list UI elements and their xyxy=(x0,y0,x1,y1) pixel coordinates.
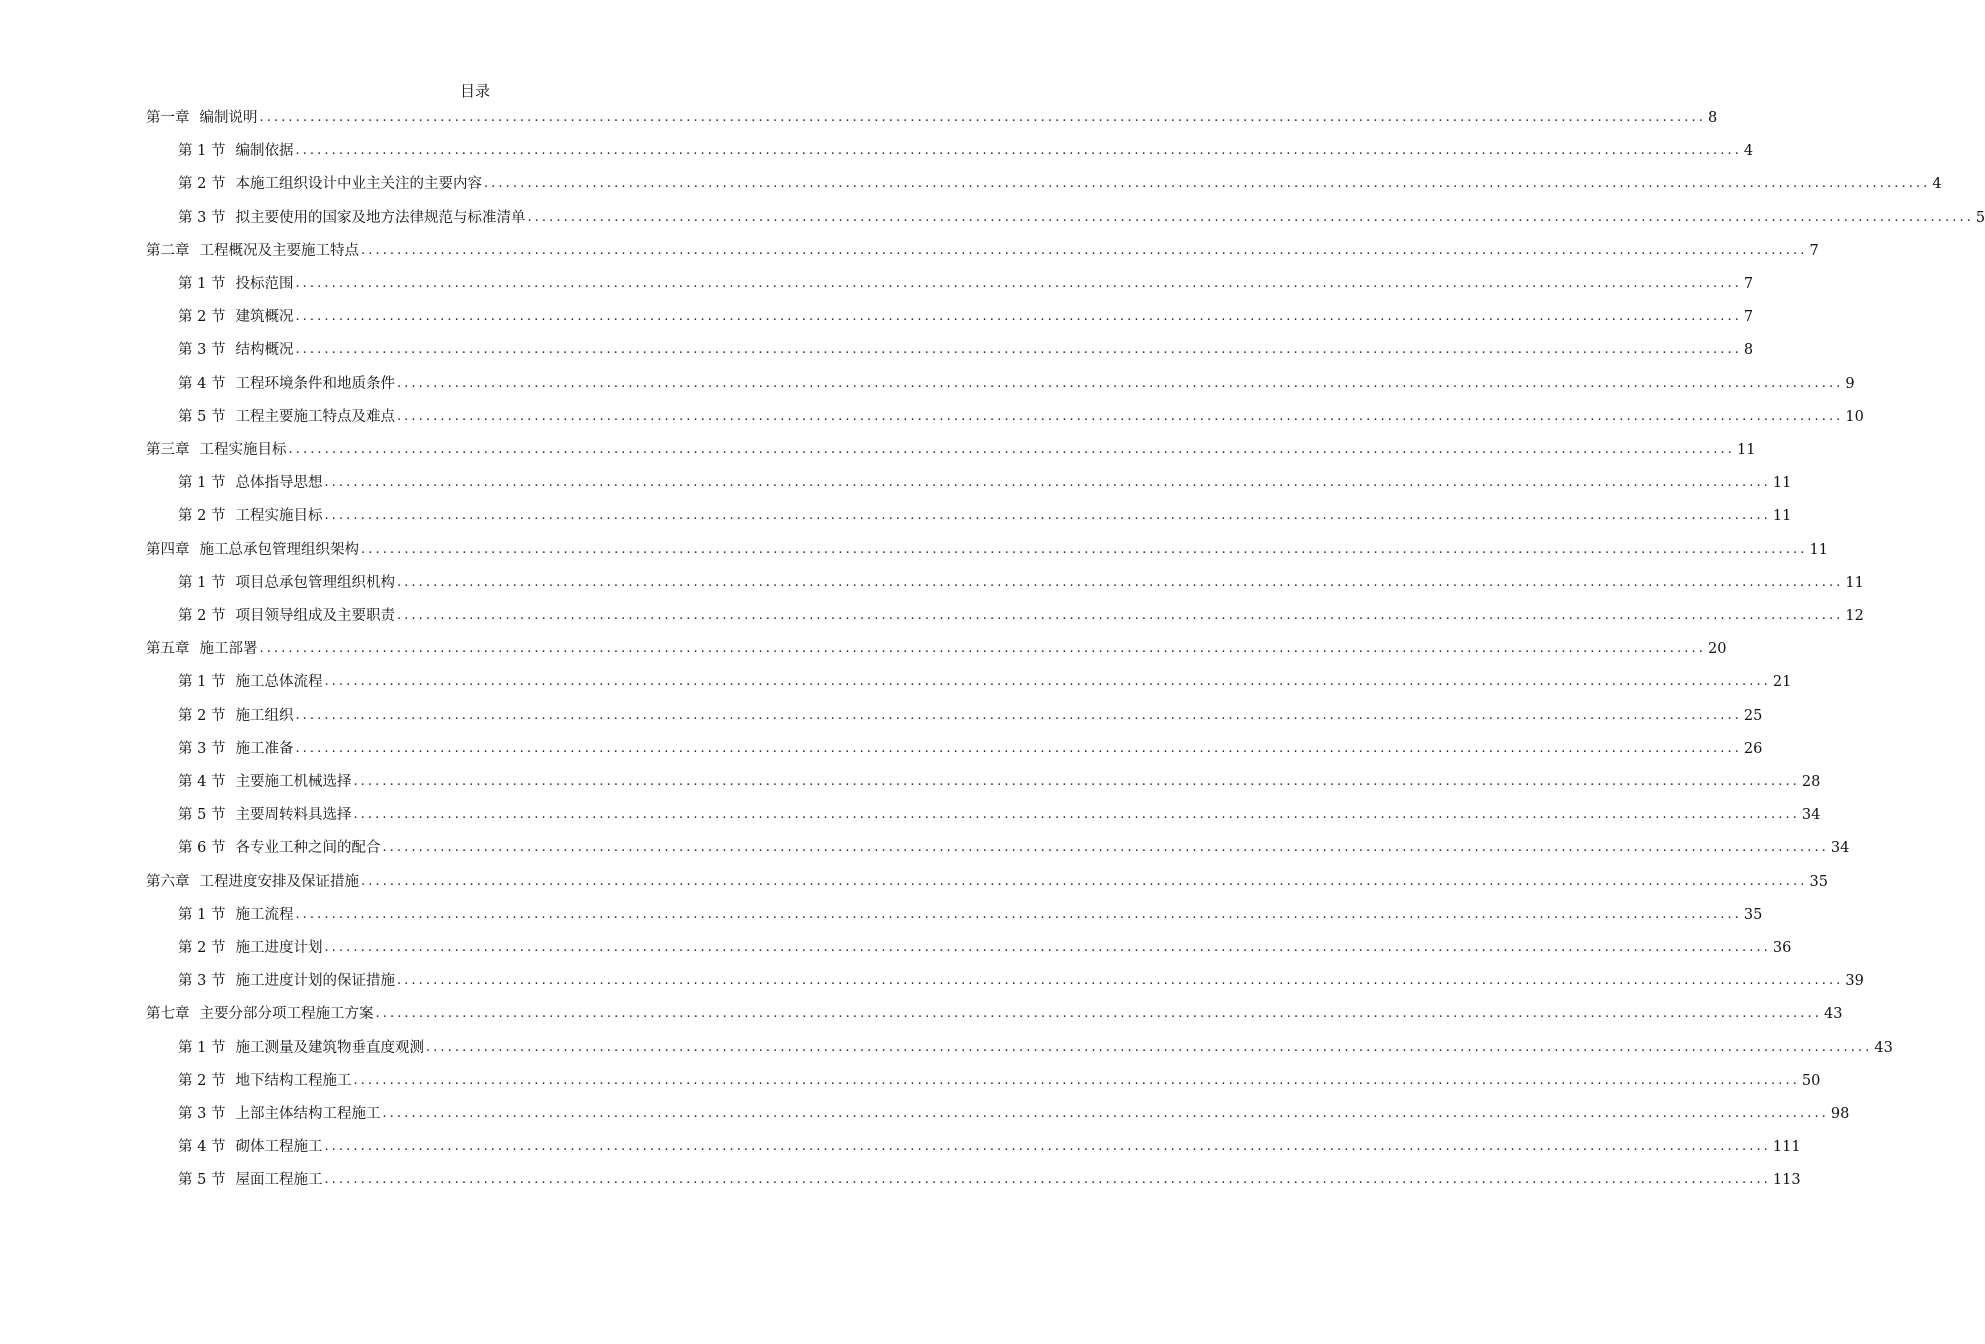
toc-page-number: 7 xyxy=(1743,309,1754,326)
toc-page-number: 36 xyxy=(1772,940,1792,956)
toc-entry-number: 第 1 节 xyxy=(178,276,226,292)
toc-entry-title: 施工总承包管理组织架构 xyxy=(199,541,359,558)
toc-entry-label xyxy=(178,805,351,825)
toc-entry-title: 主要周转料具选择 xyxy=(235,807,352,824)
toc-page-number: 34 xyxy=(1830,840,1850,857)
toc-entry-label xyxy=(178,473,322,493)
toc-dot-leader: ........................................................................................................................................................................................................ xyxy=(396,375,1844,391)
toc-page-number: 43 xyxy=(1823,1006,1843,1023)
toc-entry-title: 主要施工机械选择 xyxy=(235,774,352,790)
toc-section-entry[interactable] xyxy=(178,1034,1893,1058)
toc-section-entry[interactable] xyxy=(178,137,1754,161)
toc-page-number: 5 xyxy=(1975,209,1985,226)
toc-page-number: 11 xyxy=(1736,442,1756,458)
toc-dot-leader: ........................................................................................................................................................................................................ xyxy=(382,840,1829,856)
toc-dot-leader: ........................................................................................................................................................................................................ xyxy=(382,1106,1829,1121)
toc-entry-title: 工程实施目标 xyxy=(235,508,323,525)
toc-entry-label xyxy=(178,141,293,161)
toc-page-number: 4 xyxy=(1932,176,1942,193)
toc-section-entry[interactable] xyxy=(178,967,1864,991)
toc-page-number: 25 xyxy=(1743,707,1763,724)
toc-dot-leader: ........................................................................................................................................................................................................ xyxy=(259,110,1706,125)
toc-page-number: 20 xyxy=(1707,641,1727,658)
toc-section-entry[interactable] xyxy=(178,170,1942,194)
toc-entry-label xyxy=(146,872,359,892)
toc-page-number: 11 xyxy=(1809,541,1828,558)
toc-dot-leader: ........................................................................................................................................................................................................ xyxy=(324,1172,1771,1188)
toc-entry-title: 结构概况 xyxy=(235,342,294,359)
toc-dot-leader: ........................................................................................................................................................................................................ xyxy=(324,1139,1771,1155)
toc-entry-number: 第 2 节 xyxy=(178,176,226,193)
toc-entry-title: 砌体工程施工 xyxy=(235,1139,323,1156)
toc-page-number: 35 xyxy=(1809,873,1828,890)
toc-page-number: 28 xyxy=(1801,774,1821,790)
toc-page-number: 35 xyxy=(1743,906,1763,923)
toc-dot-leader: ........................................................................................................................................................................................................ xyxy=(396,973,1844,989)
toc-section-entry[interactable] xyxy=(178,801,1821,825)
toc-entry-title: 总体指导思想 xyxy=(235,475,323,492)
toc-entry-label xyxy=(146,241,359,261)
toc-section-entry[interactable] xyxy=(178,270,1754,294)
toc-entry-title: 建筑概况 xyxy=(235,309,294,326)
toc-entry-label xyxy=(178,407,395,427)
toc-entry-label xyxy=(178,506,322,526)
toc-page-number: 50 xyxy=(1801,1072,1821,1089)
toc-entry-number: 第四章 xyxy=(146,541,190,558)
toc-entry-label xyxy=(178,573,395,593)
toc-entry-title: 施工准备 xyxy=(235,740,294,757)
toc-page-number: 39 xyxy=(1845,973,1864,990)
toc-section-entry[interactable] xyxy=(178,934,1792,958)
toc-entry-label xyxy=(178,307,293,327)
toc-dot-leader: ........................................................................................................................................................................................................ xyxy=(295,906,1742,922)
toc-entry-label xyxy=(178,1170,322,1190)
toc-section-entry[interactable] xyxy=(178,1100,1850,1124)
toc-section-entry[interactable] xyxy=(178,735,1763,759)
toc-section-entry[interactable] xyxy=(178,370,1855,394)
toc-dot-leader: ........................................................................................................................................................................................................ xyxy=(353,807,1800,823)
toc-page-number: 11 xyxy=(1772,508,1792,525)
toc-page-number: 98 xyxy=(1830,1106,1850,1122)
toc-entry-label xyxy=(178,1104,380,1124)
toc-entry-label xyxy=(178,838,380,858)
toc-entry-number: 第六章 xyxy=(146,873,190,890)
toc-entry-title: 施工总体流程 xyxy=(235,674,323,691)
toc-entry-number: 第 1 节 xyxy=(178,1039,226,1056)
toc-dot-leader: ........................................................................................................................................................................................................ xyxy=(527,209,1974,225)
toc-page-number: 113 xyxy=(1772,1172,1801,1189)
toc-dot-leader: ........................................................................................................................................................................................................ xyxy=(324,940,1771,955)
toc-section-entry[interactable] xyxy=(178,834,1850,858)
toc-dot-leader: ........................................................................................................................................................................................................ xyxy=(259,641,1706,657)
toc-dot-leader: ........................................................................................................................................................................................................ xyxy=(396,574,1844,590)
toc-chapter-entry[interactable] xyxy=(146,1000,1843,1024)
toc-page-number: 11 xyxy=(1845,574,1864,591)
toc-entry-label xyxy=(146,440,287,460)
toc-entry-label xyxy=(178,208,525,228)
toc-entry-title: 地下结构工程施工 xyxy=(235,1072,352,1089)
toc-section-entry[interactable] xyxy=(178,569,1864,593)
toc-chapter-entry[interactable] xyxy=(146,436,1756,460)
toc-entry-label xyxy=(178,739,293,759)
toc-entry-number: 第 2 节 xyxy=(178,707,226,724)
toc-dot-leader: ........................................................................................................................................................................................................ xyxy=(425,1039,1873,1055)
toc-section-entry[interactable] xyxy=(178,502,1792,526)
toc-chapter-entry[interactable] xyxy=(146,237,1819,261)
toc-entry-number: 第五章 xyxy=(146,641,190,658)
toc-entry-number: 第 3 节 xyxy=(178,1106,226,1122)
toc-entry-label xyxy=(146,540,359,560)
toc-section-entry[interactable] xyxy=(178,303,1754,327)
toc-entry-number: 第 1 节 xyxy=(178,906,226,923)
toc-entry-number: 第 5 节 xyxy=(178,408,226,425)
toc-page-number: 8 xyxy=(1707,110,1718,126)
toc-entry-number: 第 4 节 xyxy=(178,375,226,392)
toc-chapter-entry[interactable] xyxy=(146,536,1828,560)
toc-dot-leader: ........................................................................................................................................................................................................ xyxy=(483,176,1931,192)
toc-entry-label xyxy=(178,905,293,925)
toc-entry-number: 第 1 节 xyxy=(178,143,226,160)
toc-page-number: 34 xyxy=(1801,807,1821,824)
toc-page-number: 43 xyxy=(1874,1039,1893,1056)
toc-entry-title: 工程概况及主要施工特点 xyxy=(199,242,359,259)
toc-entry-number: 第 6 节 xyxy=(178,840,226,857)
toc-entry-label xyxy=(178,174,482,194)
toc-entry-label xyxy=(178,938,322,958)
toc-entry-number: 第 1 节 xyxy=(178,475,226,492)
toc-dot-leader: ........................................................................................................................................................................................................ xyxy=(353,774,1800,789)
toc-page-number: 111 xyxy=(1772,1139,1801,1156)
toc-page-number: 12 xyxy=(1845,608,1864,624)
toc-section-entry[interactable] xyxy=(178,336,1754,360)
toc-dot-leader: ........................................................................................................................................................................................................ xyxy=(324,674,1771,690)
toc-section-entry[interactable] xyxy=(178,668,1792,692)
toc-dot-leader: ........................................................................................................................................................................................................ xyxy=(288,442,1735,457)
toc-entry-number: 第三章 xyxy=(146,442,190,458)
toc-entry-title: 施工组织 xyxy=(235,707,294,724)
toc-entry-title: 主要分部分项工程施工方案 xyxy=(199,1006,374,1023)
toc-entry-number: 第 5 节 xyxy=(178,1172,226,1189)
toc-page-number: 4 xyxy=(1743,143,1754,160)
toc-entry-title: 施工测量及建筑物垂直度观测 xyxy=(235,1039,424,1056)
toc-dot-leader: ........................................................................................................................................................................................................ xyxy=(361,541,1808,557)
toc-page-number: 21 xyxy=(1772,674,1792,691)
toc-entry-number: 第 2 节 xyxy=(178,940,226,956)
toc-dot-leader: ........................................................................................................................................................................................................ xyxy=(295,309,1742,325)
toc-entry-label xyxy=(146,639,258,659)
toc-entry-title: 项目领导组成及主要职责 xyxy=(235,608,395,624)
toc-entry-label xyxy=(178,1137,322,1157)
toc-chapter-entry[interactable] xyxy=(146,104,1718,128)
toc-entry-title: 施工进度计划 xyxy=(235,940,323,956)
toc-section-entry[interactable] xyxy=(178,1067,1821,1091)
toc-section-entry[interactable] xyxy=(178,204,1985,228)
toc-entry-title: 投标范围 xyxy=(235,276,294,292)
toc-entry-number: 第 3 节 xyxy=(178,209,226,226)
toc-entry-label xyxy=(178,706,293,726)
toc-page-number: 26 xyxy=(1743,740,1763,757)
toc-entry-label xyxy=(178,374,395,394)
toc-entry-label xyxy=(146,108,258,128)
toc-entry-title: 工程主要施工特点及难点 xyxy=(235,408,395,425)
toc-entry-number: 第 1 节 xyxy=(178,674,226,691)
toc-entry-number: 第 3 节 xyxy=(178,342,226,359)
toc-entry-number: 第 2 节 xyxy=(178,1072,226,1089)
toc-dot-leader: ........................................................................................................................................................................................................ xyxy=(361,242,1808,258)
toc-entry-label xyxy=(178,672,322,692)
toc-entry-title: 拟主要使用的国家及地方法律规范与标准清单 xyxy=(235,209,526,226)
toc-dot-leader: ........................................................................................................................................................................................................ xyxy=(295,276,1742,291)
toc-entry-title: 施工流程 xyxy=(235,906,294,923)
toc-entry-number: 第 2 节 xyxy=(178,608,226,624)
page-title: 目录 xyxy=(459,82,490,100)
toc-entry-number: 第 3 节 xyxy=(178,973,226,990)
toc-entry-number: 第 5 节 xyxy=(178,807,226,824)
toc-entry-number: 第七章 xyxy=(146,1006,190,1023)
toc-dot-leader: ........................................................................................................................................................................................................ xyxy=(324,475,1771,491)
toc-entry-title: 上部主体结构工程施工 xyxy=(235,1106,381,1122)
toc-chapter-entry[interactable] xyxy=(146,635,1727,659)
toc-page-number: 8 xyxy=(1743,342,1754,359)
toc-entry-number: 第 4 节 xyxy=(178,1139,226,1156)
toc-dot-leader: ........................................................................................................................................................................................................ xyxy=(375,1006,1822,1022)
toc-section-entry[interactable] xyxy=(178,768,1821,792)
toc-entry-title: 工程环境条件和地质条件 xyxy=(235,375,395,392)
toc-dot-leader: ........................................................................................................................................................................................................ xyxy=(295,143,1742,159)
toc-dot-leader: ........................................................................................................................................................................................................ xyxy=(396,608,1844,623)
toc-page-number: 7 xyxy=(1809,242,1819,259)
toc-page-number: 7 xyxy=(1743,276,1754,292)
toc-dot-leader: ........................................................................................................................................................................................................ xyxy=(353,1072,1800,1088)
toc-section-entry[interactable] xyxy=(178,702,1763,726)
toc-section-entry[interactable] xyxy=(178,1166,1801,1190)
toc-page-number: 10 xyxy=(1845,408,1864,425)
toc-entry-title: 本施工组织设计中业主关注的主要内容 xyxy=(235,176,482,193)
toc-entry-label xyxy=(178,1071,351,1091)
toc-section-entry[interactable] xyxy=(178,901,1763,925)
toc-dot-leader: ........................................................................................................................................................................................................ xyxy=(295,342,1742,358)
toc-section-entry[interactable] xyxy=(178,1133,1801,1157)
toc-entry-label xyxy=(178,971,395,991)
toc-entry-label xyxy=(178,340,293,360)
toc-dot-leader: ........................................................................................................................................................................................................ xyxy=(295,707,1742,723)
toc-entry-label xyxy=(178,606,395,626)
toc-entry-number: 第 3 节 xyxy=(178,740,226,757)
toc-entry-number: 第二章 xyxy=(146,242,190,259)
toc-entry-title: 编制说明 xyxy=(199,110,258,126)
toc-entry-number: 第 1 节 xyxy=(178,574,226,591)
toc-entry-title: 各专业工种之间的配合 xyxy=(235,840,381,857)
toc-dot-leader: ........................................................................................................................................................................................................ xyxy=(361,873,1808,889)
toc-section-entry[interactable] xyxy=(178,602,1864,626)
toc-dot-leader: ........................................................................................................................................................................................................ xyxy=(295,740,1742,756)
toc-page-number: 9 xyxy=(1845,375,1855,392)
toc-dot-leader: ........................................................................................................................................................................................................ xyxy=(324,508,1771,524)
toc-entry-title: 工程进度安排及保证措施 xyxy=(199,873,359,890)
toc-entry-title: 施工进度计划的保证措施 xyxy=(235,973,395,990)
toc-entry-label xyxy=(178,772,351,792)
toc-entry-label xyxy=(178,1038,424,1058)
toc-entry-title: 项目总承包管理组织机构 xyxy=(235,574,395,591)
toc-entry-number: 第 4 节 xyxy=(178,774,226,790)
toc-entry-number: 第一章 xyxy=(146,110,190,126)
toc-entry-title: 施工部署 xyxy=(199,641,258,658)
toc-page-number: 11 xyxy=(1772,475,1792,492)
toc-section-entry[interactable] xyxy=(178,403,1864,427)
toc-section-entry[interactable] xyxy=(178,469,1792,493)
toc-dot-leader: ........................................................................................................................................................................................................ xyxy=(396,408,1844,424)
toc-entry-title: 屋面工程施工 xyxy=(235,1172,323,1189)
toc-entry-title: 工程实施目标 xyxy=(199,442,287,458)
toc-entry-label xyxy=(178,274,293,294)
toc-entry-label xyxy=(146,1004,374,1024)
toc-entry-number: 第 2 节 xyxy=(178,508,226,525)
toc-entry-number: 第 2 节 xyxy=(178,309,226,326)
toc-chapter-entry[interactable] xyxy=(146,868,1828,892)
toc-entry-title: 编制依据 xyxy=(235,143,294,160)
